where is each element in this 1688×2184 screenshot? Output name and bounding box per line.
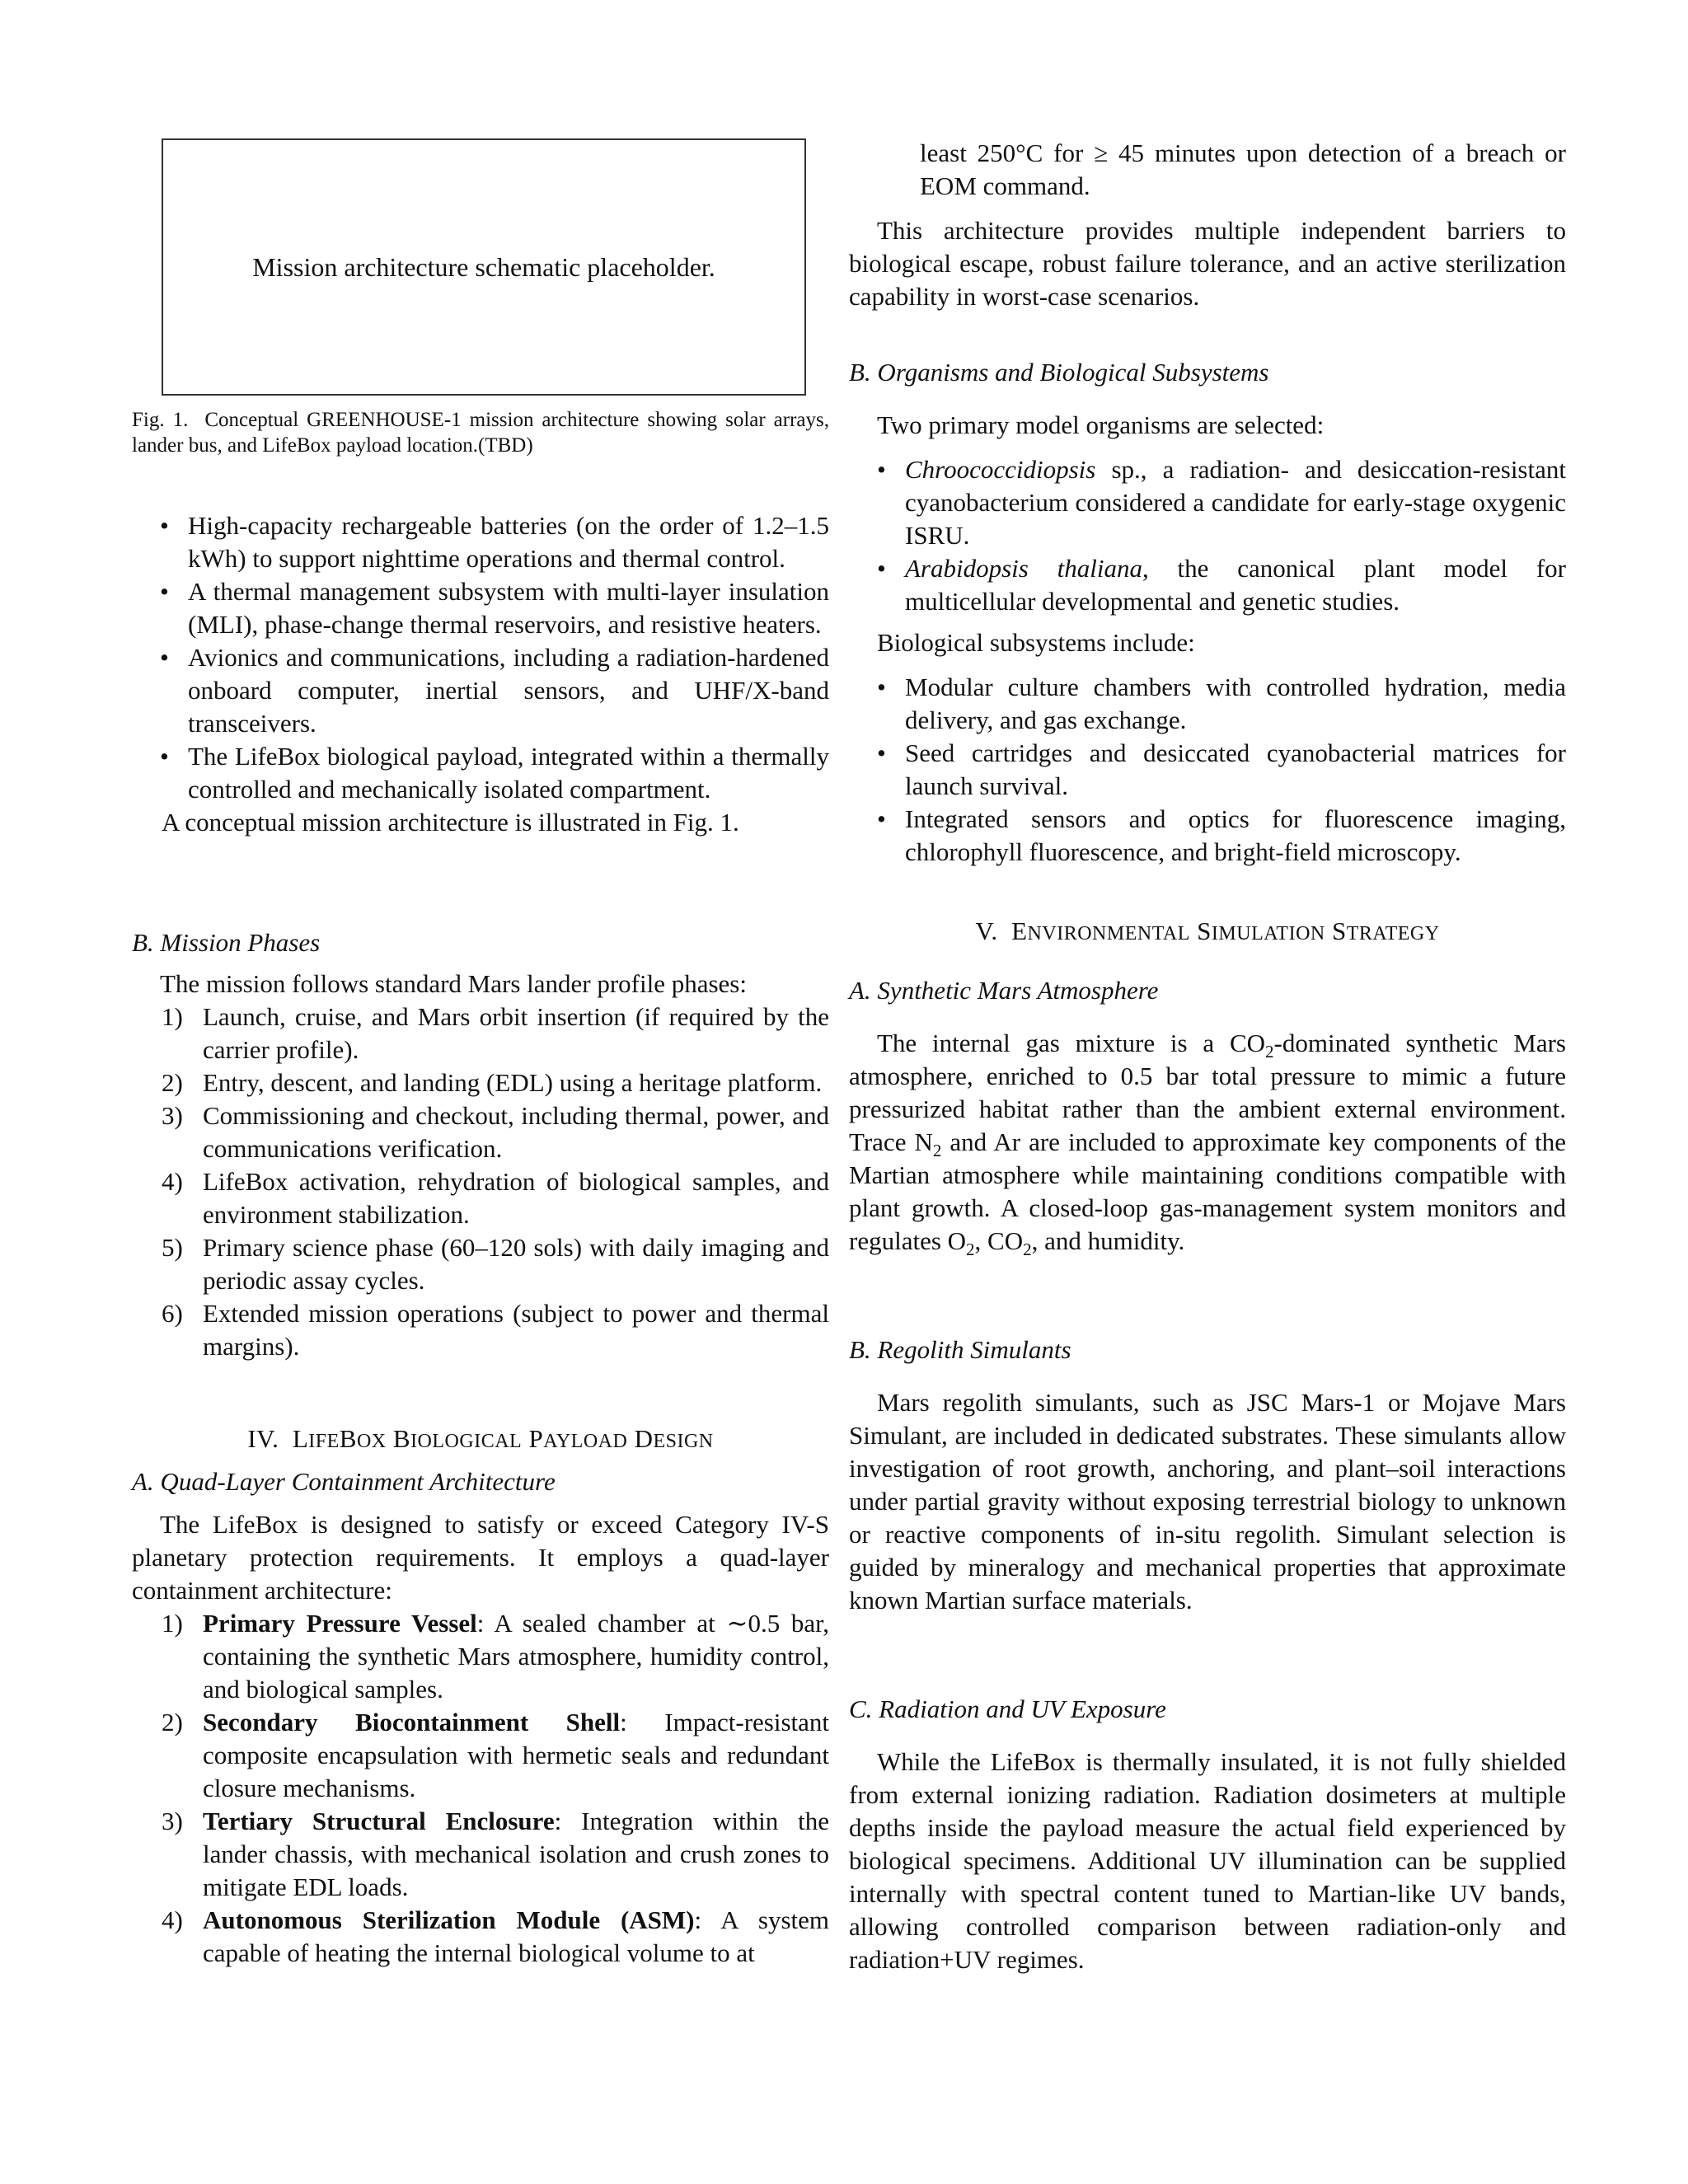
quad-layer-heading: A. Quad-Layer Containment Architecture: [132, 1467, 556, 1496]
radiation-heading: C. Radiation and UV Exposure: [849, 1694, 1166, 1723]
phases-intro: The mission follows standard Mars lander profile phases:: [160, 969, 747, 998]
list-item: 4) Autonomous Sterilization Module (ASM): A system capable of heating the internal biological volume to at: [162, 1905, 829, 1967]
radiation-paragraph: While the LifeBox is thermally insulated, it is not fully shielded from external ionizing radiation. Radiation dosimeters at multiple depths inside the payload measure the actual field experienced by biological specimens. Additional UV illumination can be supplied internally with spectral content tuned to Martian-like UV bands, allowing controlled comparison between radiation-only and radiation+UV regimes.: [849, 1747, 1566, 1974]
list-item: 2) Entry, descent, and landing (EDL) using a heritage platform.: [162, 1068, 823, 1097]
organisms-intro: Two primary model organisms are selected:: [877, 410, 1325, 439]
quad-intro: The LifeBox is designed to satisfy or exceed Category IV-S planetary protection requirements. It employs a quad-layer containment architecture:: [132, 1510, 829, 1605]
caption-label: Fig. 1.: [132, 409, 189, 431]
arch-sentence: A conceptual mission architecture is illustrated in Fig. 1.: [162, 808, 739, 837]
list-item: 1) Primary Pressure Vessel: A sealed chamber at ∼0.5 bar, containing the synthetic Mars atmosphere, humidity control, and biological samples.: [162, 1609, 829, 1704]
mission-phases-block: [132, 968, 829, 1363]
list-item: 5) Primary science phase (60–120 sols) with daily imaging and periodic assay cycles.: [162, 1233, 829, 1295]
list-item: • The LifeBox biological payload, integrated within a thermally controlled and mechanically isolated compartment.: [132, 740, 829, 806]
list-item: • Seed cartridges and desiccated cyanobacterial matrices for launch survival.: [849, 737, 1566, 803]
figure-placeholder-box: [162, 138, 806, 396]
list-item: 2) Secondary Biocontainment Shell: Impact-resistant composite encapsulation with hermetic seals and redundant closure mechanisms.: [162, 1708, 829, 1802]
section-iv-heading: IV. LIFEBOX BIOLOGICAL PAYLOAD DESIGN: [247, 1424, 714, 1453]
list-item: • Modular culture chambers with controlled hydration, media delivery, and gas exchange.: [849, 671, 1566, 737]
section-v-heading: V. ENVIRONMENTAL SIMULATION STRATEGY: [975, 916, 1440, 945]
figure-placeholder-text: Mission architecture schematic placeholder.: [252, 251, 715, 282]
quad-layer-block: [132, 1508, 829, 1970]
atmosphere-heading: A. Synthetic Mars Atmosphere: [849, 976, 1159, 1005]
power-bullet-list: [132, 509, 829, 839]
list-item: 3) Commissioning and checkout, including thermal, power, and communications verification.: [162, 1101, 829, 1163]
regolith-heading: B. Regolith Simulants: [849, 1335, 1071, 1364]
figure-caption: [132, 407, 829, 458]
list-item: 4) LifeBox activation, rehydration of biological samples, and environment stabilization.: [162, 1167, 829, 1229]
list-item: • High-capacity rechargeable batteries (on the order of 1.2–1.5 kWh) to support nighttime operations and thermal control.: [132, 509, 829, 575]
regolith-paragraph: Mars regolith simulants, such as JSC Mars-1 or Mojave Mars Simulant, are included in dedicated substrates. These simulants allow investigation of root growth, anchoring, and plant–soil interactions under partial gravity without exposing terrestrial biology to unknown or reactive components of in-situ regolith. Simulant selection is guided by mineralogy and mechanical properties that approximate known Martian surface materials.: [849, 1388, 1566, 1615]
caption-text: Conceptual GREENHOUSE-1 mission architecture showing solar arrays, lander bus, and LifeBox payload location.(TBD): [132, 409, 829, 457]
architecture-paragraph: This architecture provides multiple independent barriers to biological escape, robust failure tolerance, and an active sterilization capability in worst-case scenarios.: [849, 216, 1566, 311]
list-item: • Chroococcidiopsis sp., a radiation- and desiccation-resistant cyanobacterium considered a candidate for early-stage oxygenic ISRU.: [849, 453, 1566, 552]
atmosphere-paragraph: The internal gas mixture is a $CO_2$-dominated synthetic Mars atmosphere, enriched to 0.5 bar total pressure to mimic a future pressurized habitat rather than the ambient external environment. Trace $N_2$ and Ar are included to approximate key components of the Martian atmosphere while maintaining conditions compatible with plant growth. A closed-loop gas-management system monitors and regulates $O_2$, $CO_2$, and humidity.: [849, 1029, 1566, 1260]
organisms-heading: B. Organisms and Biological Subsystems: [849, 358, 1269, 387]
list-item: • A thermal management subsystem with multi-layer insulation (MLI), phase-change thermal reservoirs, and resistive heaters.: [132, 575, 829, 641]
asm-continuation: least 250°C for ≥ 45 minutes upon detection of a breach or EOM command.: [920, 138, 1566, 200]
list-item: • Arabidopsis thaliana, the canonical plant model for multicellular developmental and genetic studies.: [849, 552, 1566, 618]
list-item: 1) Launch, cruise, and Mars orbit insertion (if required by the carrier profile).: [162, 1002, 829, 1064]
list-item: • Avionics and communications, including a radiation-hardened onboard computer, inertial sensors, and UHF/X-band transceivers.: [132, 641, 829, 740]
list-item: 6) Extended mission operations (subject to power and thermal margins).: [162, 1299, 829, 1361]
organisms-block: [849, 409, 1566, 869]
list-item: • Integrated sensors and optics for fluorescence imaging, chlorophyll fluorescence, and bright-field microscopy.: [849, 803, 1566, 869]
mission-phases-heading: B. Mission Phases: [132, 928, 321, 957]
list-item: 3) Tertiary Structural Enclosure: Integration within the lander chassis, with mechanical isolation and crush zones to mitigate EDL loads.: [162, 1807, 830, 1901]
subsystems-intro: Biological subsystems include:: [877, 628, 1195, 657]
